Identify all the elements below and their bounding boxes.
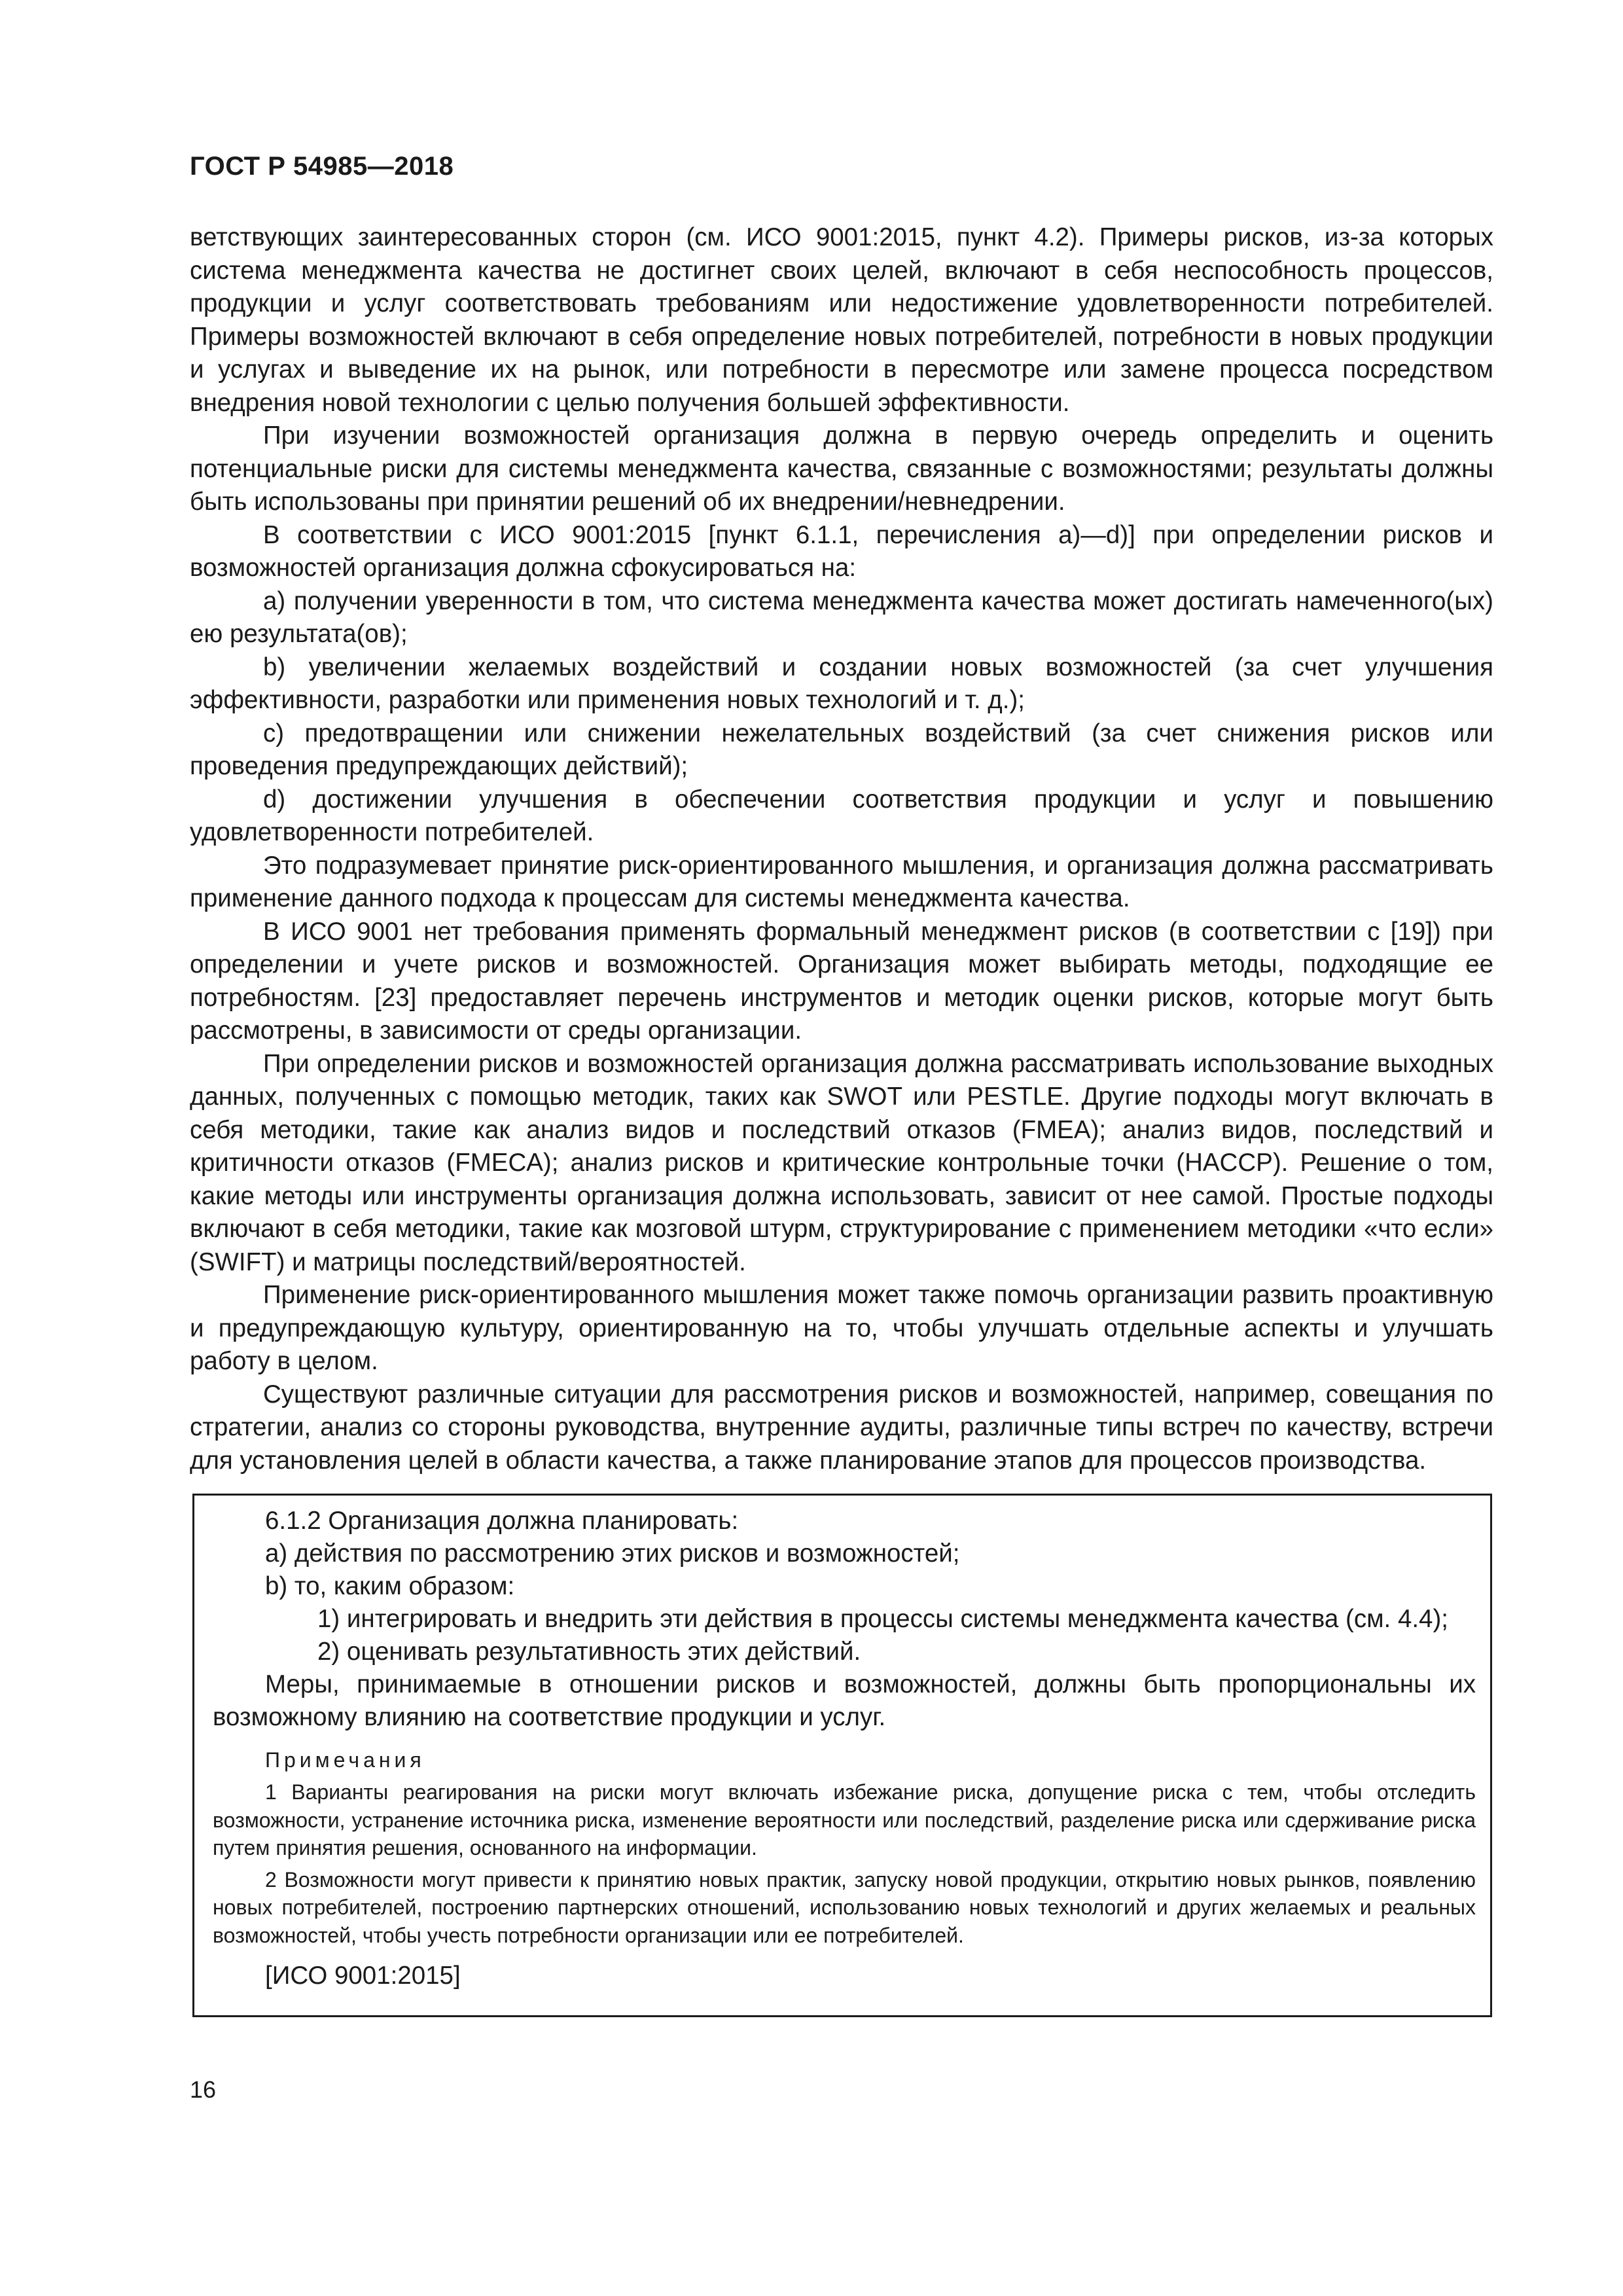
paragraph: Применение риск-ориентированного мышления может также помочь организации развить проактивную и предупреждающую культуру, ориентированную на то, чтобы улучшать отдельные аспекты и улучшать работу в целом. <box>190 1281 1493 1375</box>
note-1: 1 Варианты реагирования на риски могут включать избежание риска, допущение риска с тем, чтобы отследить возможности, устранение источника риска, изменение вероятности или последствий, разделение риска или сдерживание риска путем принятия решения, основанного на информации. <box>213 1780 1476 1859</box>
list-item-c: c) предотвращении или снижении нежелательных воздействий (за счет снижения рисков или проведения предупреждающих действий); <box>190 719 1493 780</box>
source-reference: [ИСО 9001:2015] <box>265 1962 461 1990</box>
clause-item-b: b) то, каким образом: <box>265 1572 515 1600</box>
paragraph-continuation: ветствующих заинтересованных сторон (см. ИСО 9001:2015, пункт 4.2). Примеры рисков, из-за которых система менеджмента качества не достигнет своих целей, включают в себя неспособность процессов, продукции и услуг соответствовать требованиям или недостижение удовлетворенности потребителей. Примеры возможностей включают в себя определение новых потребителей, потребности в новых продукции и услугах и выведение их на рынок, или потребности в пересмотре или замене процесса посредством внедрения новой технологии с целью получения большей эффективности. <box>190 223 1493 417</box>
paragraph: В ИСО 9001 нет требования применять формальный менеджмент рисков (в соответствии с [19]) при определении и учете рисков и возможностей. Организация может выбирать методы, подходящие ее потребностям. [23] предоставляет перечень инструментов и методик оценки рисков, которые могут быть рассмотрены, в зависимости от среды организации. <box>190 917 1493 1045</box>
list-item-b: b) увеличении желаемых воздействий и создании новых возможностей (за счет улучшения эффективности, разработки или применения новых технологий и т. д.); <box>190 653 1493 714</box>
list-item-d: d) достижении улучшения в обеспечении соответствия продукции и услуг и повышению удовлетворенности потребителей. <box>190 785 1493 846</box>
paragraph: При определении рисков и возможностей организация должна рассматривать использование выходных данных, полученных с помощью методик, таких как SWOT или PESTLE. Другие подходы могут включать в себя методики, такие как анализ видов и последствий отказов (FMEA); анализ видов, последствий и критичности отказов (FMECA); анализ рисков и критические контрольные точки (HACCP). Решение о том, какие методы или инструменты организация должна использовать, зависит от нее самой. Простые подходы включают в себя методики, такие как мозговой штурм, структурирование с применением методики «что если» (SWIFT) и матрицы последствий/вероятностей. <box>190 1049 1493 1276</box>
document-header-id: ГОСТ Р 54985—2018 <box>190 152 454 181</box>
clause-measures: Меры, принимаемые в отношении рисков и возможностей, должны быть пропорциональны их возможному влиянию на соответствие продукции и услуг. <box>213 1670 1476 1731</box>
clause-subitem-2: 2) оценивать результативность этих действий. <box>317 1638 861 1666</box>
notes-heading: Примечания <box>265 1748 425 1772</box>
list-item-a: a) получении уверенности в том, что система менеджмента качества может достигать намеченного(ых) ею результата(ов); <box>190 586 1493 648</box>
iso-quote-box <box>192 1494 1492 2017</box>
note-2: 2 Возможности могут привести к принятию новых практик, запуску новой продукции, открытию новых рынков, появлению новых потребителей, построению партнерских отношений, использованию новых технологий и других желаемых и реальных возможностей, чтобы учесть потребности организации или ее потребителей. <box>213 1867 1476 1947</box>
paragraph: При изучении возможностей организация должна в первую очередь определить и оценить потенциальные риски для системы менеджмента качества, связанные с возможностями; результаты должны быть использованы при принятии решений об их внедрении/невнедрении. <box>190 422 1493 516</box>
paragraph: Существуют различные ситуации для рассмотрения рисков и возможностей, например, совещания по стратегии, анализ со стороны руководства, внутренние аудиты, различные типы встреч по качеству, встречи для установления целей в области качества, а также планирование этапов для процессов производства. <box>190 1380 1493 1475</box>
paragraph: Это подразумевает принятие риск-ориентированного мышления, и организация должна рассматривать применение данного подхода к процессам для системы менеджмента качества. <box>190 851 1493 912</box>
paragraph: В соответствии с ИСО 9001:2015 [пункт 6.1.1, перечисления а)—d)] при определении рисков и возможностей организация должна сфокусироваться на: <box>190 520 1493 582</box>
body-text <box>190 221 1493 1477</box>
clause-heading: 6.1.2 Организация должна планировать: <box>265 1507 739 1535</box>
page-number: 16 <box>190 2076 217 2103</box>
clause-item-a: a) действия по рассмотрению этих рисков и возможностей; <box>265 1539 960 1568</box>
clause-subitem-1: 1) интегрировать и внедрить эти действия в процессы системы менеджмента качества (см. 4.4); <box>317 1605 1448 1633</box>
